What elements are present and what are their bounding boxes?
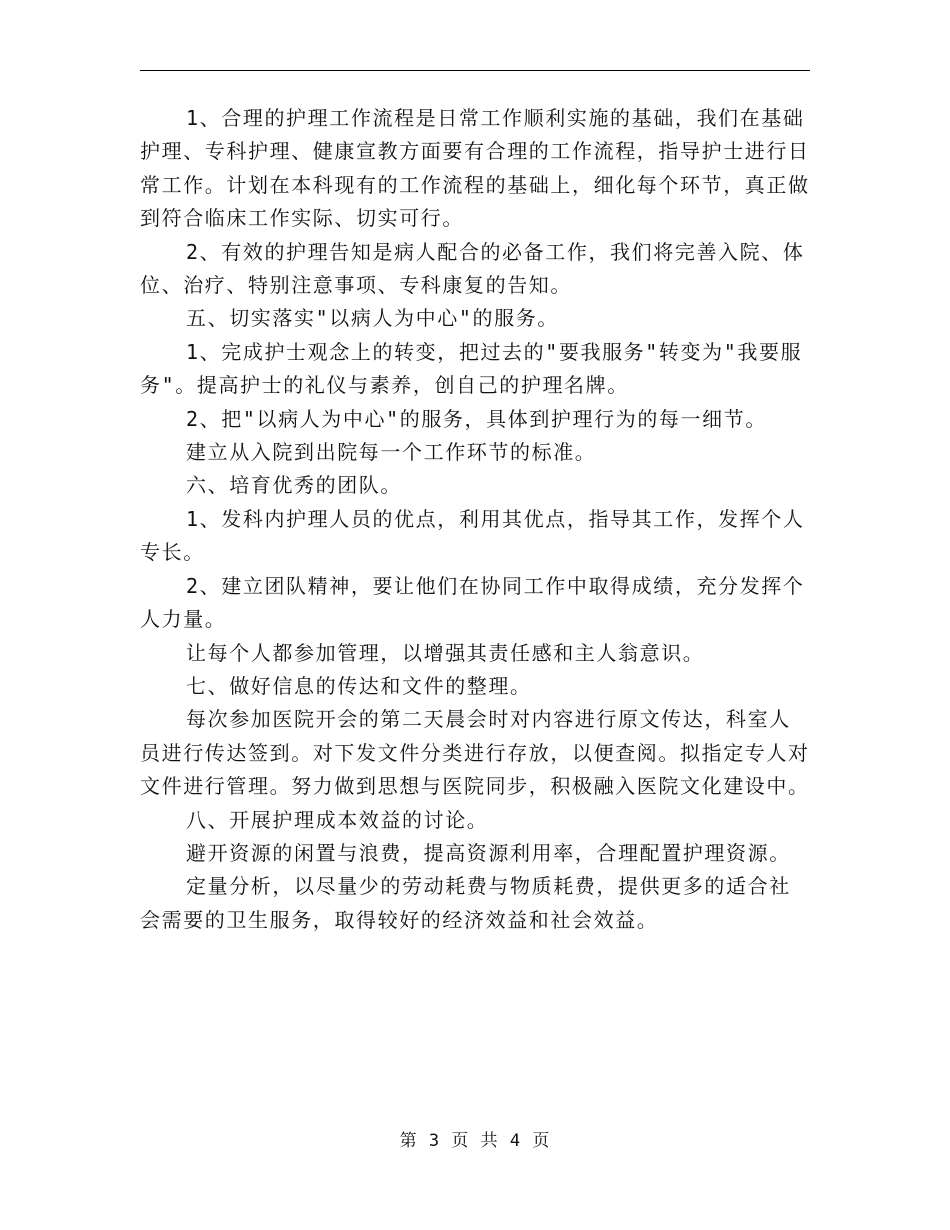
section-heading-5: 五、切实落实"以病人为中心"的服务。	[186, 306, 559, 331]
paragraph-8: 让每个人都参加管理，以增强其责任感和主人翁意识。	[186, 640, 705, 665]
section-heading-8: 八、开展护理成本效益的讨论。	[186, 807, 489, 832]
paragraph-7: 2、建立团队精神，要让他们在协同工作中取得成绩，充分发挥个人力量。	[140, 573, 805, 632]
document-body	[140, 102, 812, 937]
paragraph-4: 2、把"以病人为中心"的服务，具体到护理行为的每一细节。	[186, 406, 767, 431]
header-rule	[140, 70, 810, 71]
page-number-footer: 第 3 页 共 4 页	[399, 1131, 551, 1151]
section-heading-7: 七、做好信息的传达和文件的整理。	[186, 673, 532, 698]
section-heading-6: 六、培育优秀的团队。	[186, 473, 402, 498]
paragraph-3: 1、完成护士观念上的转变，把过去的"要我服务"转变为"我要服务"。提高护士的礼仪与素养，创自己的护理名牌。	[140, 339, 803, 398]
paragraph-9: 每次参加医院开会的第二天晨会时对内容进行原文传达，科室人员进行传达签到。对下发文件分类进行存放，以便查阅。拟指定专人对文件进行管理。努力做到思想与医院同步，积极融入医院文化建设中。	[140, 707, 810, 799]
paragraph-6: 1、发科内护理人员的优点，利用其优点，指导其工作，发挥个人专长。	[140, 506, 805, 565]
paragraph-10: 避开资源的闲置与浪费，提高资源利用率，合理配置护理资源。	[186, 840, 791, 865]
paragraph-5: 建立从入院到出院每一个工作环节的标准。	[186, 440, 597, 465]
paragraph-2: 2、有效的护理告知是病人配合的必备工作，我们将完善入院、体位、治疗、特别注意事项、专科康复的告知。	[140, 239, 805, 298]
paragraph-11: 定量分析，以尽量少的劳动耗费与物质耗费，提供更多的适合社会需要的卫生服务，取得较好的经济效益和社会效益。	[140, 874, 791, 932]
paragraph-1: 1、合理的护理工作流程是日常工作顺利实施的基础，我们在基础护理、专科护理、健康宣教方面要有合理的工作流程，指导护士进行日常工作。计划在本科现有的工作流程的基础上，细化每个环节，真正做到符合临床工作实际、切实可行。	[140, 106, 810, 231]
